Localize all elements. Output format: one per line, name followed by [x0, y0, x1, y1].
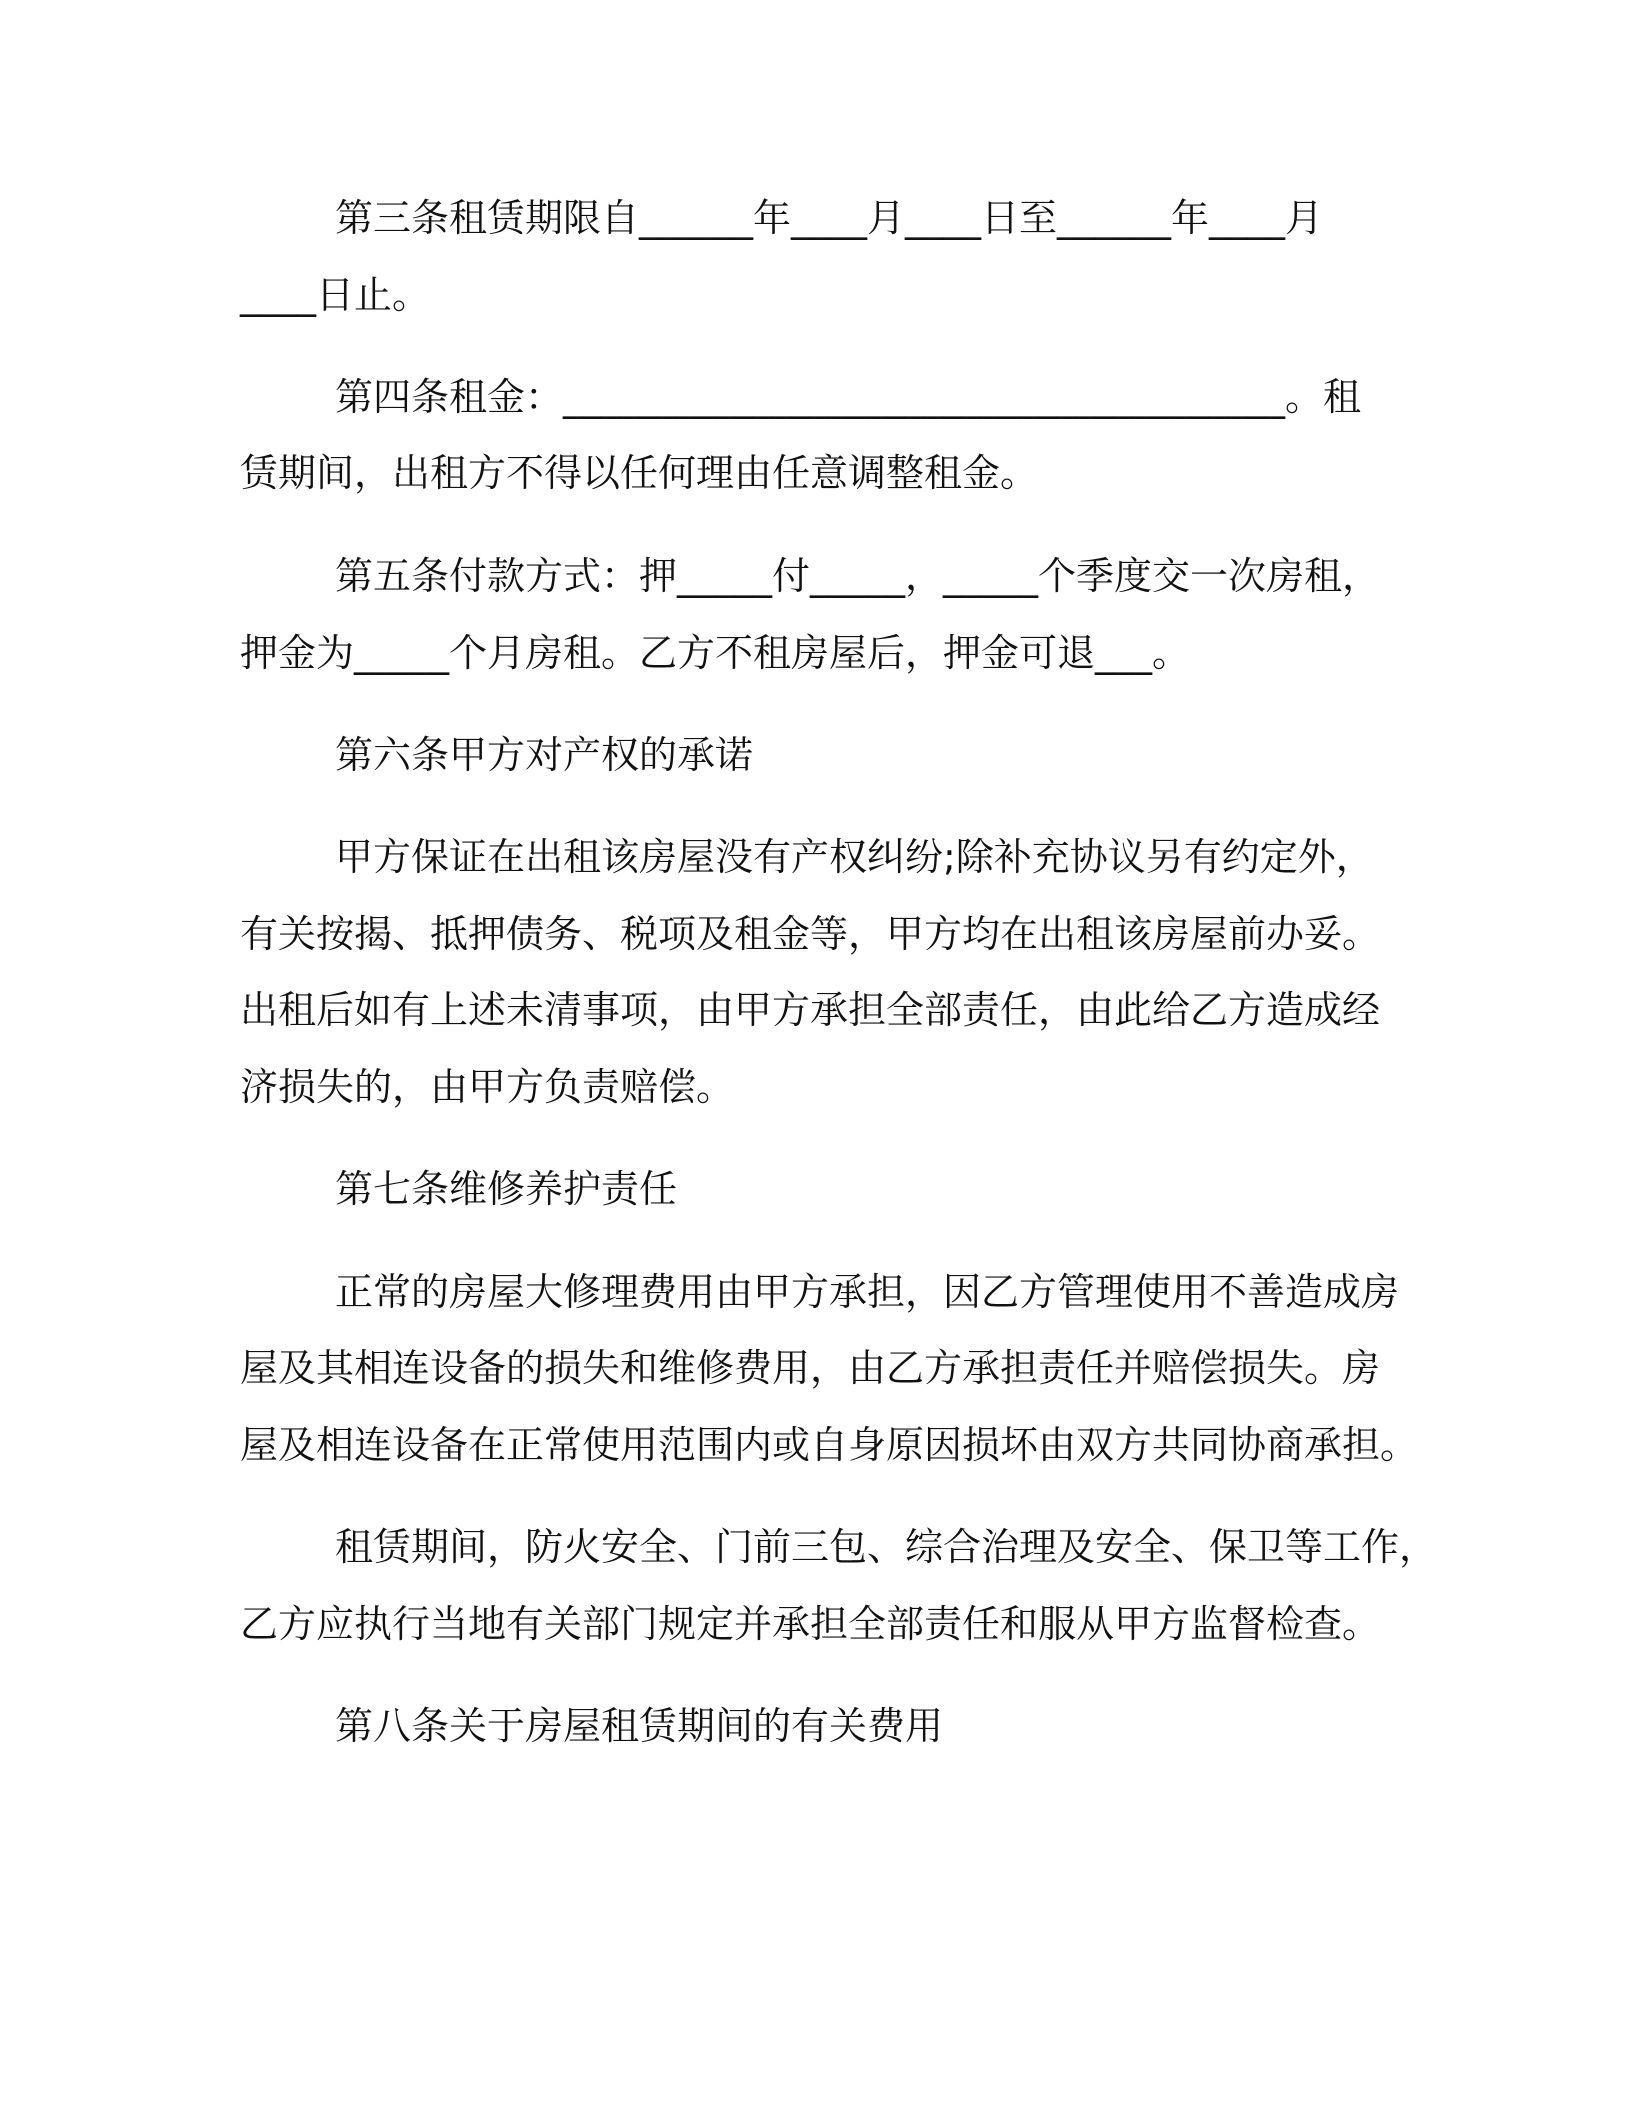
clause-6-body-line-2: 有关按揭、抵押债务、税项及租金等，甲方均在出租该房屋前办妥。: [240, 912, 1381, 956]
clause-3-line-1: 第三条租赁期限自______年____月____日至______年____月: [335, 196, 1324, 240]
clause-6-heading: 第六条甲方对产权的承诺: [335, 733, 754, 777]
clause-6-body-line-3: 出租后如有上述未清事项，由甲方承担全部责任，由此给乙方造成经: [240, 988, 1381, 1032]
clause-5-line-1: 第五条付款方式：押_____付_____，_____个季度交一次房租，: [335, 554, 1381, 598]
clause-6-body-line-1: 甲方保证在出租该房屋没有产权纠纷;除补充协议另有约定外，: [335, 835, 1374, 879]
clause-7-body-line-1: 正常的房屋大修理费用由甲方承担，因乙方管理使用不善造成房: [335, 1270, 1400, 1314]
clause-3-line-2: ____日止。: [240, 273, 431, 317]
clause-7-body2-line-1: 租赁期间，防火安全、门前三包、综合治理及安全、保卫等工作，: [335, 1525, 1438, 1569]
clause-7-heading: 第七条维修养护责任: [335, 1167, 678, 1211]
clause-8-heading: 第八条关于房屋租赁期间的有关费用: [335, 1704, 944, 1748]
clause-6-body-line-4: 济损失的，由甲方负责赔偿。: [240, 1065, 735, 1109]
clause-7-body-line-3: 屋及相连设备在正常使用范围内或自身原因损坏由双方共同协商承担。: [240, 1423, 1419, 1467]
clause-4-line-1: 第四条租金：______________________________________。租: [335, 375, 1362, 419]
clause-5-line-2: 押金为_____个月房租。乙方不租房屋后，押金可退___。: [240, 631, 1191, 675]
clause-7-body-line-2: 屋及其相连设备的损失和维修费用，由乙方承担责任并赔偿损失。房: [240, 1346, 1381, 1390]
clause-7-body2-line-2: 乙方应执行当地有关部门规定并承担全部责任和服从甲方监督检查。: [240, 1602, 1381, 1646]
clause-4-line-2: 赁期间，出租方不得以任何理由任意调整租金。: [240, 451, 1039, 495]
